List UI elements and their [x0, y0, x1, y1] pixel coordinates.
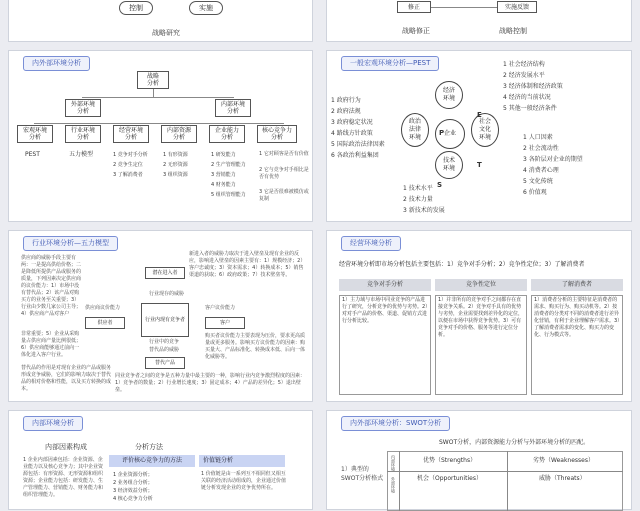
- supplier-description-2: 非常重要；5）企业从采购量占供应商产量比例很低；6）供应商能够通过前向一体化进入客户行业。: [21, 331, 82, 358]
- competition-label: 行业中的竞争: [149, 339, 180, 345]
- entrant-description: 新进入者的威胁力取决于进入壁垒及现有企业的反应，影响进入壁垒的因素主要有：1）规模经济；2）客户忠诚度；3）资本需求；4）转换成本；5）销售渠道的获取；6）政府政策；7）技术壁垒等。: [189, 251, 306, 278]
- section-title: 经营环境分析即市场分析包括主要包括：1）竞争对手分析；2）竞争性定位；3）了解消费者: [339, 261, 585, 268]
- industry-competitor-box: 行业内现有竞争者: [141, 303, 189, 337]
- core-node: 核心竞争力 分析: [257, 125, 297, 143]
- list-item: 2 无形资源: [163, 162, 188, 168]
- substitute-box: 替代产品: [145, 357, 185, 369]
- strategy-revise-label: 战略修正: [402, 27, 430, 35]
- list-item: 2 竞争生定位: [113, 162, 143, 168]
- economy-circle: 经济 环境: [435, 81, 463, 109]
- list-item: 5 文化传统: [523, 178, 553, 185]
- list-item: 4 经济的当前状况: [503, 94, 551, 101]
- list-item: 2 技术力量: [403, 196, 433, 203]
- consumer-cell: 1）消费者分析的主要特征是消费者的需求、购买行为、购买动机等。2）按消费者的分类对不同的消费者进行差异化营销，有利于企业理解客户需求。3）了解消费者需求的变化、购买力的变化、行为模式等。: [531, 295, 623, 395]
- divider: [507, 451, 508, 511]
- list-item: 3 它是否很难被模仿或复制: [259, 189, 309, 202]
- divider: [387, 471, 623, 472]
- competitor-description: 同业竞争者之间的竞争是五种力量中最主要的一种，影响行业内竞争激烈程度的因素：1）竞争者的数量；2）行业增长速度；3）固定成本；4）产品的差异化；5）退出壁垒。: [115, 373, 306, 393]
- implement-box: 实施: [189, 1, 223, 15]
- tech-circle: 技术 环境: [435, 151, 463, 179]
- slide-title: 内外部环境分析：SWOT分析: [341, 416, 450, 431]
- factors-text: 1 企业内部因素包括：企业资源、企业能力以及核心竞争力；其中企业资源包括：有形资源、无形资源和组织资源；企业能力包括：研发能力、生产管理能力、营销能力、财务能力和组织管理能力。: [23, 457, 104, 498]
- list-item: 1 它对顾客是否有价值: [259, 151, 309, 157]
- strengths-label: 优势（Strengths）: [423, 457, 477, 464]
- swot-subtitle: SWOT分析，内部资源能力分析与外部环境分析的匹配。: [439, 439, 590, 446]
- customer-description: 购买者议价能力主要表现为压价，要求更高质量或更多服务。影响买方议价能力的因素：购买量大、产品标准化、转换成本低、后向一体化威胁等。: [205, 333, 306, 360]
- list-item: 4 核心竞争力分析: [113, 496, 153, 502]
- list-item: 4 财务能力: [211, 182, 236, 188]
- list-item: 3 经济效益分析；: [113, 488, 153, 494]
- slide-title: 内部环境分析: [23, 416, 83, 431]
- list-item: 2 生产管理能力: [211, 162, 246, 168]
- list-item: 3 各阶层对企业的期望: [523, 156, 583, 163]
- list-item: 1 政府行为: [331, 97, 361, 104]
- slide-strategy-research[interactable]: [8, 0, 313, 42]
- list-item: 6 各政治利益集团: [331, 152, 379, 159]
- list-item: 1 竞争对手分析: [113, 152, 148, 158]
- list-item: 4 消费者心理: [523, 167, 559, 174]
- list-item: 3 了解消费者: [113, 172, 143, 178]
- list-item: 3 新技术的发展: [403, 207, 445, 214]
- list-item: 2 经济发展水平: [503, 72, 545, 79]
- list-item: 3 组织资源: [163, 172, 188, 178]
- list-item: 1 技术水平: [403, 185, 433, 192]
- list-item: 2 它与竞争对手相比是否有优势: [259, 167, 309, 180]
- supplier-box: 供应者: [85, 317, 125, 329]
- positioning-cell: 1）并非所有的竞争对手之间都存在直接竞争关系。2）竞争对手具有的优势与劣势，企业需要找到差异化的定位，以便在市场中获得竞争优势。3）可有竞争对手的价格、服务等进行定位分析。: [435, 295, 527, 395]
- col-header-competitor: 竞争对手分析: [339, 279, 431, 291]
- value-chain-header: 价值链分析: [199, 455, 285, 467]
- list-item: 2 业务组合分析；: [113, 480, 153, 486]
- letter-e: E: [477, 111, 482, 119]
- customer-power-label: 客户议价能力: [205, 305, 236, 311]
- outer-label: 外部环境: [391, 477, 396, 493]
- col-header-methods: 分析方法: [135, 443, 163, 451]
- pest-label: PEST: [25, 151, 40, 158]
- list-item: 2 政府法规: [331, 108, 361, 115]
- macro-node: 宏观环境 分析: [17, 125, 53, 143]
- list-item: 5 其他一般经济条件: [503, 105, 557, 112]
- list-item: 1 企业资源分析；: [113, 472, 153, 478]
- connector: [34, 123, 284, 124]
- weaknesses-label: 劣势（Weaknesses）: [533, 457, 594, 464]
- slide-title: 一般宏观环境分析—PEST: [341, 56, 439, 71]
- col-header-factors: 内部因素构成: [45, 443, 87, 451]
- value-chain-text: 1 价值链是由一系列互不相同但又相互关联的经济活动组成的，企业通过价值链分析发现企业的竞争优势所在。: [201, 471, 287, 491]
- external-node: 外部环境 分析: [65, 99, 101, 117]
- divider: [399, 451, 400, 511]
- slide-swot-analysis[interactable]: [326, 410, 632, 510]
- letter-t: T: [477, 161, 482, 169]
- slide-title: 行业环境分析—五力模型: [23, 236, 118, 251]
- strategy-research-label: 战略研究: [152, 29, 180, 37]
- inner-label: 内部环境: [391, 455, 396, 471]
- supplier-power-label: 供应商议价能力: [85, 305, 121, 311]
- five-forces-label: 五力模型: [69, 151, 94, 158]
- slide-pest-analysis[interactable]: [326, 50, 632, 222]
- internal-node: 内部环境 分析: [215, 99, 251, 117]
- slide-title: 内外部环境分析: [23, 56, 90, 71]
- capability-node: 企业能力 分析: [209, 125, 245, 143]
- customer-box: 客户: [205, 317, 245, 329]
- resource-node: 内部资源 分析: [161, 125, 197, 143]
- opportunities-label: 机会（Opportunities）: [417, 475, 482, 482]
- list-item: 4 路线方针政策: [331, 130, 373, 137]
- strategy-control-label: 战略控制: [499, 27, 527, 35]
- slide-internal-external-analysis[interactable]: [8, 50, 313, 222]
- letter-s: S: [437, 181, 443, 189]
- core-competence-method: 评价核心竞争力的方法: [109, 455, 195, 467]
- potential-entrant-box: 潜在进入者: [145, 267, 185, 279]
- list-item: 3 经济体制和经济政策: [503, 83, 563, 90]
- society-circle: 社会 文化 环境: [471, 113, 499, 147]
- threats-label: 威胁（Threats）: [539, 475, 586, 482]
- list-item: 5 国际政治法律因素: [331, 141, 385, 148]
- connector: [82, 97, 234, 98]
- col-header-positioning: 竞争性定位: [435, 279, 527, 291]
- connector: [431, 7, 497, 8]
- substitute-threat-label: 替代品的威胁: [149, 347, 180, 353]
- swot-format-label: 1）典型的 SWOT分析格式: [341, 466, 384, 482]
- col-header-consumer: 了解消费者: [531, 279, 623, 291]
- slide-five-forces[interactable]: [8, 230, 313, 402]
- root-node: 战略 分析: [137, 71, 169, 89]
- list-item: 3 营销能力: [211, 172, 236, 178]
- list-item: 1 有形资源: [163, 152, 188, 158]
- letter-p: P: [439, 129, 445, 137]
- competitor-cell: 1）主力域与市场中同业竞争的产品进行了研究，分析竞争的优势与劣势。2）对对手产品的价格、渠道、促销方式进行分析比较。: [339, 295, 431, 395]
- list-item: 5 组织管理能力: [211, 192, 246, 198]
- control-box: 控制: [119, 1, 153, 15]
- list-item: 6 价值观: [523, 189, 547, 196]
- supplier-description: 供应商的威胁手段主要有两：一是提高供给价格；二是降低所提供产品或服务的质量，下列因素决定供应商的议价能力：1）市场中没有替代品；2）该产品对购买方的业务至关重要；3）行业由少数几家公司主导；4）供应商产品对客户: [21, 255, 82, 317]
- slide-strategy-control[interactable]: [326, 0, 632, 42]
- list-item: 1 研发能力: [211, 152, 236, 158]
- list-item: 1 人口因素: [523, 134, 553, 141]
- threat-label: 行业现存的威胁: [149, 291, 185, 297]
- enterprise-circle: 企业: [435, 119, 465, 149]
- list-item: 1 社会经济结构: [503, 61, 545, 68]
- connector: [153, 89, 154, 97]
- politics-circle: 政治 法律 环境: [401, 113, 429, 147]
- substitute-description: 替代品的作用是对现有企业的产品或服务形成竞争威胁，它们的影响力取决于替代品的相对价格和性能，以及买方转换的成本。: [21, 365, 112, 392]
- slide-business-environment[interactable]: [326, 230, 632, 402]
- industry-node: 行业环境 分析: [65, 125, 101, 143]
- list-item: 3 政府稳定状况: [331, 119, 373, 126]
- revise-box: 修正: [397, 1, 431, 13]
- feedback-box: 实施反馈: [497, 1, 537, 13]
- slide-title: 经营环境分析: [341, 236, 401, 251]
- slide-internal-environment[interactable]: [8, 410, 313, 510]
- business-node: 经营环境 分析: [113, 125, 149, 143]
- list-item: 2 社会流动性: [523, 145, 559, 152]
